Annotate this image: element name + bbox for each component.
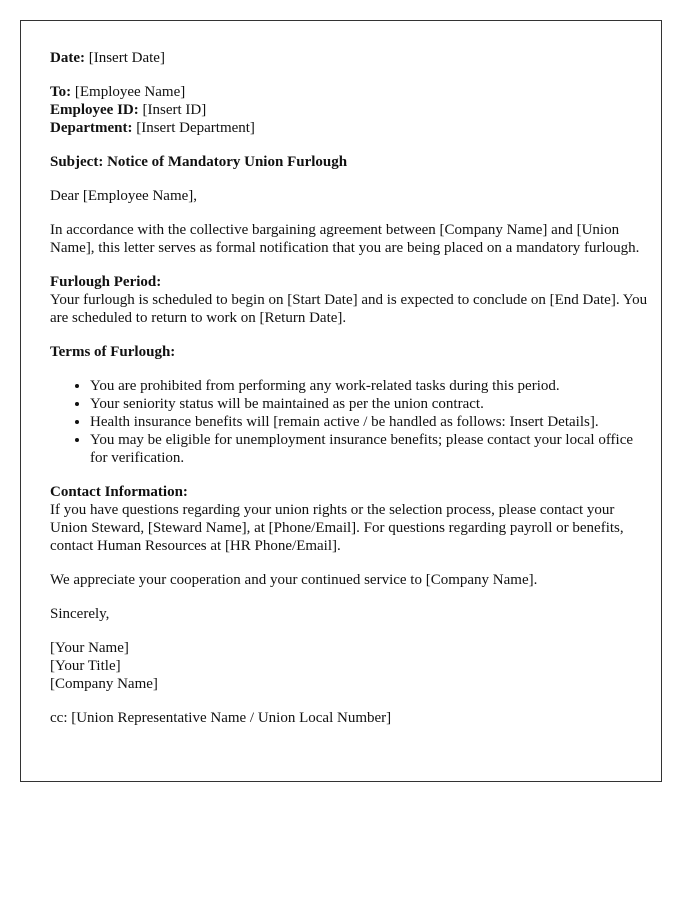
employee-id-label: Employee ID:	[50, 102, 139, 118]
signature-name: [Your Name]	[50, 640, 129, 656]
furlough-period-section	[50, 273, 650, 327]
to-value: [Employee Name]	[71, 84, 186, 100]
department-label: Department:	[50, 120, 133, 136]
terms-list-item: • Your seniority status will be maintained as per the union contract.	[90, 395, 650, 413]
contact-text: If you have questions regarding your union rights or the selection process, please contact your Union Steward, [Steward Name], at [Phone/Email]. For questions regarding payroll or benefits, contact Human Resources at [HR Phone/Email].	[50, 502, 624, 554]
to-line	[50, 83, 650, 101]
terms-list-item: • Health insurance benefits will [remain active / be handled as follows: Insert Details].	[90, 413, 650, 431]
terms-list-item: • You may be eligible for unemployment insurance benefits; please contact your local office for verification.	[90, 431, 650, 467]
contact-heading: Contact Information:	[50, 484, 188, 500]
date-value: [Insert Date]	[84, 50, 165, 66]
sign-off: Sincerely,	[50, 606, 110, 622]
cc-line: cc: [Union Representative Name / Union Local Number]	[50, 710, 392, 726]
date-line	[50, 49, 650, 67]
employee-id-line	[50, 101, 650, 119]
salutation: Dear [Employee Name],	[50, 188, 198, 204]
intro-paragraph: In accordance with the collective bargaining agreement between [Company Name] and [Union Name], this letter serves as formal notification that you are being placed on a mandatory furlough.	[50, 222, 640, 256]
terms-heading: Terms of Furlough:	[50, 344, 176, 360]
contact-section	[50, 483, 650, 555]
letter-frame	[20, 20, 662, 782]
recipient-block	[50, 83, 650, 137]
terms-list	[50, 377, 650, 467]
subject-line: Subject: Notice of Mandatory Union Furlough	[50, 154, 348, 170]
to-label: To:	[50, 84, 72, 100]
signature-block	[50, 639, 650, 693]
signature-company: [Company Name]	[50, 676, 158, 692]
closing-paragraph: We appreciate your cooperation and your continued service to [Company Name].	[50, 572, 538, 588]
date-label: Date:	[50, 50, 85, 66]
furlough-period-text: Your furlough is scheduled to begin on [Start Date] and is expected to conclude on [End Date]. You are scheduled to return to work on [Return Date].	[50, 292, 648, 326]
department-value: [Insert Department]	[132, 120, 255, 136]
department-line	[50, 119, 650, 137]
letter-body	[50, 49, 650, 743]
employee-id-value: [Insert ID]	[138, 102, 207, 118]
signature-title: [Your Title]	[50, 658, 121, 674]
terms-list-item: • You are prohibited from performing any work-related tasks during this period.	[90, 377, 650, 395]
furlough-period-heading: Furlough Period:	[50, 274, 162, 290]
